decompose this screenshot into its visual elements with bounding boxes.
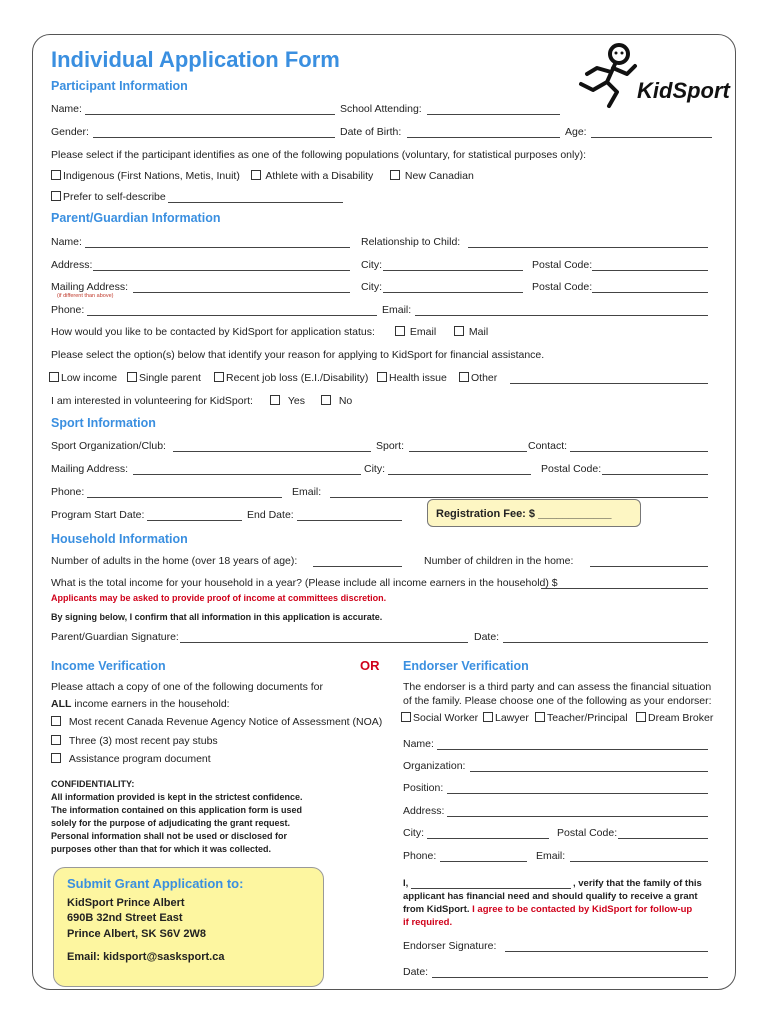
social-worker-checkbox[interactable] <box>401 712 411 722</box>
endorser-phone-label: Phone: <box>403 850 437 862</box>
populations-prompt: Please select if the participant identifies as one of the following populations (voluntary, for statistical purposes only): <box>51 149 587 161</box>
sport-org-label: Sport Organization/Club: <box>51 440 166 452</box>
postal2-field[interactable] <box>592 292 708 293</box>
guardian-signature-label: Parent/Guardian Signature: <box>51 631 179 643</box>
sport-city-field[interactable] <box>388 474 531 475</box>
runner-icon <box>565 40 730 115</box>
doc-assistance[interactable]: Assistance program document <box>51 753 211 765</box>
or-label: OR <box>360 658 380 673</box>
endorser-name-field[interactable] <box>437 749 708 750</box>
disability-checkbox[interactable] <box>251 170 261 180</box>
postal-field[interactable] <box>592 270 708 271</box>
sport-phone-field[interactable] <box>87 497 282 498</box>
relationship-field[interactable] <box>468 247 708 248</box>
endorser-statement-2: applicant has financial need and should qualify to receive a grant <box>403 891 698 902</box>
guardian-heading: Parent/Guardian Information <box>51 211 221 225</box>
email-label: Email: <box>382 304 412 316</box>
volunteer-no-checkbox[interactable] <box>321 395 331 405</box>
self-describe-checkbox[interactable] <box>51 191 61 201</box>
endorser-date-field[interactable] <box>432 977 708 978</box>
contact-email-option[interactable]: Email <box>395 326 436 338</box>
volunteer-no[interactable]: No <box>321 395 352 407</box>
volunteer-yes[interactable]: Yes <box>270 395 305 407</box>
endorser-phone-field[interactable] <box>440 861 527 862</box>
submit-line-3: Prince Albert, SK S6V 2W8 <box>67 928 206 940</box>
endorser-city-label: City: <box>403 827 424 839</box>
city2-field[interactable] <box>383 292 523 293</box>
dream-broker-checkbox[interactable] <box>636 712 646 722</box>
household-heading: Household Information <box>51 532 188 546</box>
income-field[interactable] <box>541 588 708 589</box>
confidentiality-line-5: purposes other than that for which it was collected. <box>51 844 272 854</box>
mailing-label: Mailing Address: <box>51 281 129 293</box>
guardian-date-label: Date: <box>474 631 500 643</box>
sport-postal-label: Postal Code: <box>541 463 602 475</box>
sport-phone-label: Phone: <box>51 486 85 498</box>
doc-assistance-checkbox[interactable] <box>51 753 61 763</box>
contact-mail-option[interactable]: Mail <box>454 326 488 338</box>
confidentiality-line-2: The information contained on this application form is used <box>51 805 303 815</box>
guardian-name-field[interactable] <box>85 247 350 248</box>
endorser-dream-broker[interactable]: Dream Broker <box>636 712 713 724</box>
endorser-signature-field[interactable] <box>505 951 708 952</box>
postal2-label: Postal Code: <box>532 281 593 293</box>
sport-label: Sport: <box>376 440 405 452</box>
reason-single-parent[interactable]: Single parent <box>127 372 201 384</box>
endorser-org-label: Organization: <box>403 760 466 772</box>
city-label: City: <box>361 259 382 271</box>
endorser-postal-field[interactable] <box>618 838 708 839</box>
endorser-statement-3: from KidSport. I agree to be contacted by KidSport for follow-up <box>403 904 693 915</box>
guardian-name-label: Name: <box>51 236 82 248</box>
option-indigenous[interactable]: Indigenous (First Nations, Metis, Inuit) <box>51 170 240 182</box>
endorser-email-label: Email: <box>536 850 566 862</box>
reason-low-income[interactable]: Low income <box>49 372 117 384</box>
volunteer-prompt: I am interested in volunteering for KidSport: <box>51 395 253 407</box>
sport-heading: Sport Information <box>51 416 156 430</box>
doc-paystubs[interactable]: Three (3) most recent pay stubs <box>51 735 218 747</box>
other-checkbox[interactable] <box>459 372 469 382</box>
endorser-statement-4: if required. <box>403 917 453 928</box>
endorser-social-worker[interactable]: Social Worker <box>401 712 478 724</box>
endorser-signature-label: Endorser Signature: <box>403 940 497 952</box>
option-disability[interactable]: Athlete with a Disability <box>251 170 373 182</box>
endorser-address-field[interactable] <box>447 816 708 817</box>
endorser-date-label: Date: <box>403 966 429 978</box>
new-canadian-checkbox[interactable] <box>390 170 400 180</box>
phone-field[interactable] <box>87 315 377 316</box>
sport-mailing-field[interactable] <box>133 474 361 475</box>
volunteer-yes-checkbox[interactable] <box>270 395 280 405</box>
contact-email-checkbox[interactable] <box>395 326 405 336</box>
mailing-note: (if different than above) <box>57 293 114 299</box>
endorser-heading: Endorser Verification <box>403 659 529 673</box>
sport-email-label: Email: <box>292 486 322 498</box>
sport-field[interactable] <box>409 451 527 452</box>
sport-contact-label: Contact: <box>528 440 568 452</box>
sport-org-field[interactable] <box>173 451 371 452</box>
submit-box <box>53 867 324 987</box>
form-title: Individual Application Form <box>51 47 340 72</box>
endorser-name-label: Name: <box>403 738 434 750</box>
option-new-canadian[interactable]: New Canadian <box>390 170 474 182</box>
participant-name-label: Name: <box>51 103 82 115</box>
health-checkbox[interactable] <box>377 372 387 382</box>
doc-paystubs-checkbox[interactable] <box>51 735 61 745</box>
city2-label: City: <box>361 281 382 293</box>
doc-noa-checkbox[interactable] <box>51 716 61 726</box>
job-loss-checkbox[interactable] <box>214 372 224 382</box>
endorser-statement-1: , verify that the family of this <box>573 878 702 889</box>
reason-job-loss[interactable]: Recent job loss (E.I./Disability) <box>214 372 368 384</box>
confidentiality-heading: CONFIDENTIALITY: <box>51 779 135 789</box>
confidentiality-line-3: solely for the purpose of adjudicating the grant request. <box>51 818 291 828</box>
contact-mail-checkbox[interactable] <box>454 326 464 336</box>
self-describe-field[interactable] <box>168 202 343 203</box>
endorser-statement-i: I, <box>403 878 409 889</box>
adults-label: Number of adults in the home (over 18 years of age): <box>51 555 298 567</box>
sport-contact-field[interactable] <box>570 451 708 452</box>
endorser-position-label: Position: <box>403 782 444 794</box>
indigenous-checkbox[interactable] <box>51 170 61 180</box>
confidentiality-line-1: All information provided is kept in the strictest confidence. <box>51 792 303 802</box>
logo-text: KidSport <box>637 78 730 103</box>
dob-label: Date of Birth: <box>340 126 402 138</box>
phone-label: Phone: <box>51 304 85 316</box>
guardian-date-field[interactable] <box>503 642 708 643</box>
gender-label: Gender: <box>51 126 89 138</box>
income-warning: Applicants may be asked to provide proof of income at committees discretion. <box>51 593 387 603</box>
submit-line-1: KidSport Prince Albert <box>67 897 185 909</box>
participant-heading: Participant Information <box>51 79 188 93</box>
gender-field[interactable] <box>93 137 335 138</box>
income-verification-heading: Income Verification <box>51 659 166 673</box>
endorser-position-field[interactable] <box>447 793 708 794</box>
endorser-teacher[interactable]: Teacher/Principal <box>535 712 628 724</box>
confidentiality-line-4: Personal information shall not be used or disclosed for <box>51 831 288 841</box>
sport-email-field[interactable] <box>330 497 708 498</box>
submit-line-2: 690B 32nd Street East <box>67 912 183 924</box>
children-field[interactable] <box>590 566 708 567</box>
dob-field[interactable] <box>407 137 560 138</box>
endorser-postal-label: Postal Code: <box>557 827 618 839</box>
school-field[interactable] <box>427 114 560 115</box>
endorser-org-field[interactable] <box>470 771 708 772</box>
attach-line-1: Please attach a copy of one of the following documents for <box>51 681 324 693</box>
end-date-field[interactable] <box>297 520 402 521</box>
submit-email[interactable]: Email: kidsport@sasksport.ca <box>67 951 225 963</box>
sport-postal-field[interactable] <box>602 474 708 475</box>
registration-fee-box[interactable] <box>427 499 641 527</box>
contact-prompt: How would you like to be contacted by KidSport for application status: <box>51 326 375 338</box>
endorser-intro-1: The endorser is a third party and can assess the financial situation <box>403 681 712 693</box>
relationship-label: Relationship to Child: <box>361 236 461 248</box>
guardian-signature-field[interactable] <box>180 642 468 643</box>
endorser-email-field[interactable] <box>570 861 708 862</box>
children-label: Number of children in the home: <box>424 555 574 567</box>
sport-city-label: City: <box>364 463 385 475</box>
endorser-city-field[interactable] <box>427 838 549 839</box>
end-date-label: End Date: <box>247 509 294 521</box>
email-field[interactable] <box>415 315 708 316</box>
low-income-checkbox[interactable] <box>49 372 59 382</box>
mailing-field[interactable] <box>133 292 350 293</box>
confirm-statement: By signing below, I confirm that all information in this application is accurate. <box>51 612 383 622</box>
doc-noa[interactable]: Most recent Canada Revenue Agency Notice of Assessment (NOA) <box>51 716 382 728</box>
participant-name-field[interactable] <box>85 114 335 115</box>
postal-label: Postal Code: <box>532 259 593 271</box>
address-field[interactable] <box>93 270 350 271</box>
kidsport-logo <box>565 40 730 115</box>
adults-field[interactable] <box>313 566 402 567</box>
start-date-label: Program Start Date: <box>51 509 145 521</box>
endorser-statement-name-field[interactable] <box>411 888 571 889</box>
school-label: School Attending: <box>340 103 422 115</box>
reason-prompt: Please select the option(s) below that identify your reason for applying to KidSport for financial assistance. <box>51 349 545 361</box>
endorser-lawyer[interactable]: Lawyer <box>483 712 529 724</box>
start-date-field[interactable] <box>147 520 242 521</box>
city-field[interactable] <box>383 270 523 271</box>
option-self-describe[interactable]: Prefer to self-describe <box>51 191 166 203</box>
lawyer-checkbox[interactable] <box>483 712 493 722</box>
endorser-address-label: Address: <box>403 805 445 817</box>
age-field[interactable] <box>591 137 712 138</box>
single-parent-checkbox[interactable] <box>127 372 137 382</box>
attach-line-2: ALL income earners in the household: <box>51 698 230 710</box>
sport-mailing-label: Mailing Address: <box>51 463 129 475</box>
registration-fee-label: Registration Fee: $ ____________ <box>436 508 612 520</box>
other-field[interactable] <box>510 383 708 384</box>
reason-other[interactable]: Other <box>459 372 497 384</box>
income-label: What is the total income for your household in a year? (Please include all income earners in the household) $ <box>51 577 558 589</box>
teacher-checkbox[interactable] <box>535 712 545 722</box>
submit-heading: Submit Grant Application to: <box>67 876 244 891</box>
reason-health[interactable]: Health issue <box>377 372 447 384</box>
address-label: Address: <box>51 259 93 271</box>
endorser-intro-2: of the family. Please choose one of the following as your endorser: <box>403 695 712 707</box>
age-label: Age: <box>565 126 587 138</box>
